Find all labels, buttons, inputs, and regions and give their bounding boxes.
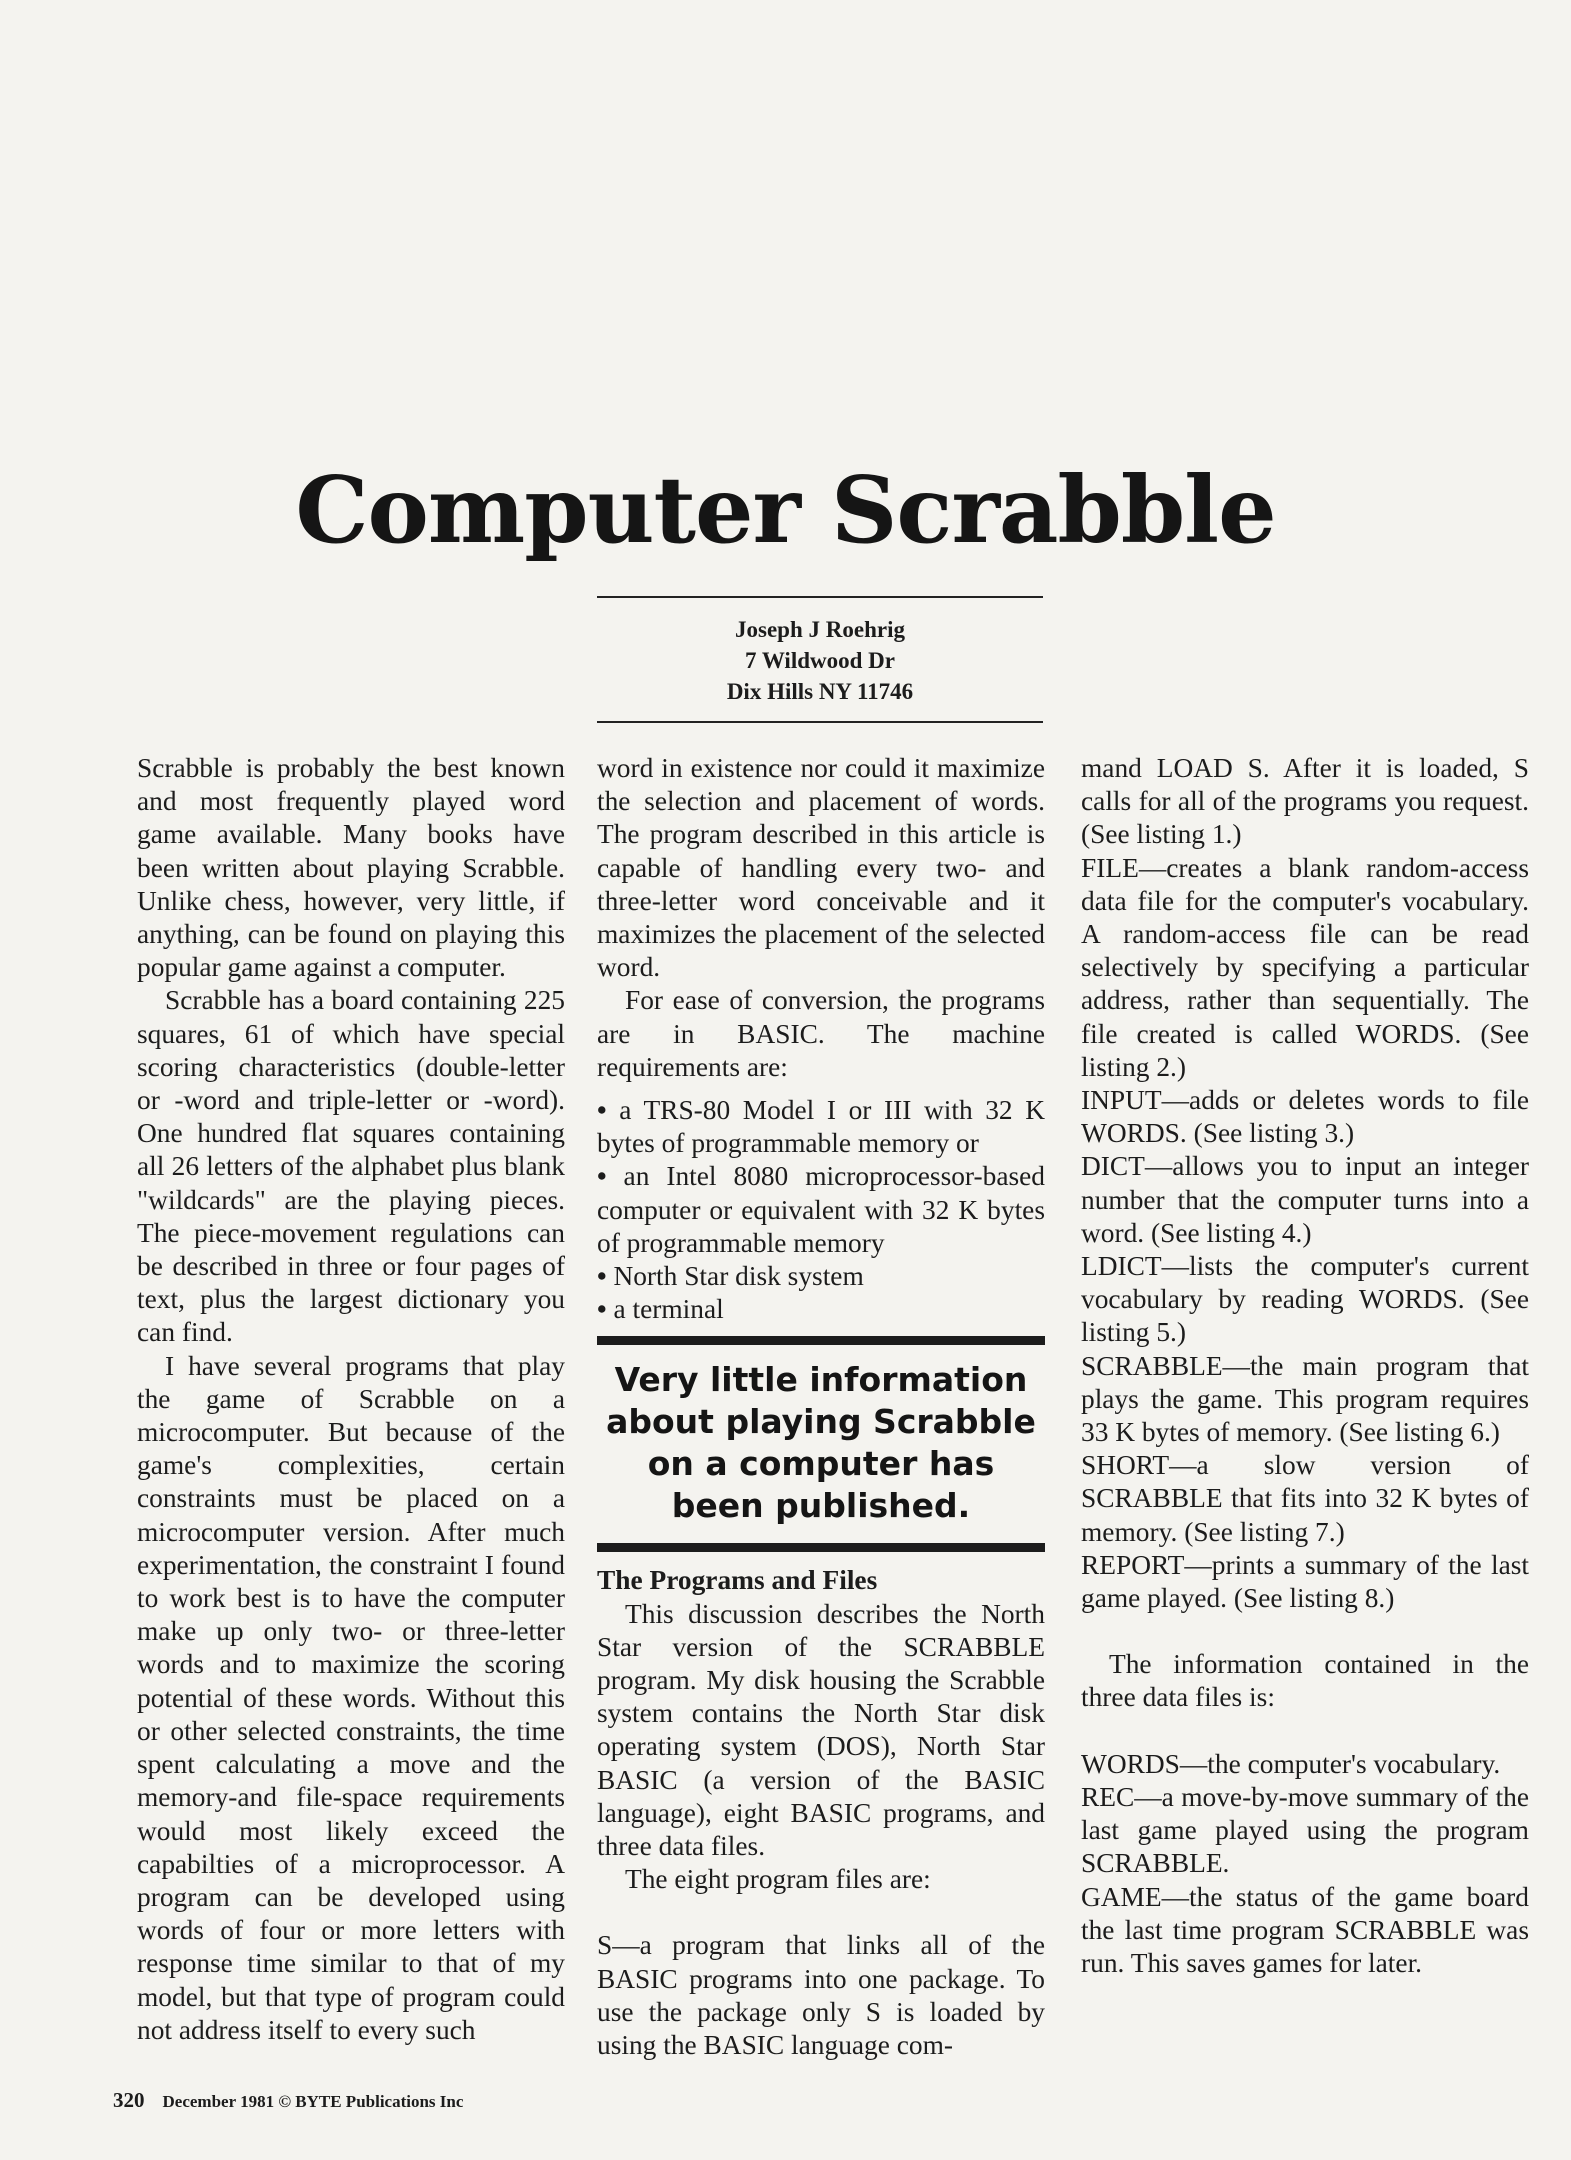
paragraph: word in existence nor could it maximize the selection and placement of words. The program described in this article is capable of handling every two- and three-letter word conceivable and it maximizes the placement of the selected word. [597, 753, 1045, 983]
definition-item: LDICT—lists the computer's current vocabulary by reading WORDS. (See listing 5.) [1081, 1251, 1529, 1348]
paragraph: The information contained in the three data files is: [1081, 1649, 1529, 1713]
column-1 [137, 752, 565, 2047]
paragraph: The eight program files are: [625, 1864, 931, 1895]
author-city: Dix Hills NY 11746 [726, 679, 914, 704]
paragraph: Scrabble has a board containing 225 squares, 61 of which have special scoring characteristics (double-letter or -word and triple-letter or -word). One hundred flat squares containing all 26 letters of the alphabet plus blank "wildcards" are the playing pieces. The piece-movement regulations can be described in three or four pages of text, plus the largest dictionary you can find. [137, 985, 565, 1348]
publication-credit: December 1981 © BYTE Publications Inc [162, 2092, 464, 2111]
paragraph: I have several programs that play the game of Scrabble on a microcomputer. But because of the game's complexities, certain constraints must be placed on a microcomputer version. After much experimentation, the constraint I found to work best is to have the computer make up only two- or three-letter words and to maximize the scoring potential of these words. Without this or other selected constraints, the time spent calculating a move and the memory-and file-space requirements would most likely exceed the capabilties of a microprocessor. A program can be developed using words of four or more letters with response time similar to that of my model, but that type of program could not address itself to every such [137, 1350, 565, 2045]
definition-item: FILE—creates a blank random-access data file for the computer's vocabulary. A random-access file can be read selectively by specifying a particular address, rather than sequentially. The file created is called WORDS. (See listing 2.) [1081, 852, 1529, 1082]
list-item-text: a terminal [613, 1294, 724, 1325]
list-item [597, 1293, 1045, 1326]
column-3 [1081, 752, 1529, 1980]
definition-item: DICT—allows you to input an integer number that the computer turns into a word. (See listing 4.) [1081, 1151, 1529, 1248]
list-item [597, 1260, 1045, 1293]
definition-item: REPORT—prints a summary of the last game played. (See listing 8.) [1081, 1549, 1529, 1614]
paragraph: mand LOAD S. After it is loaded, S calls for all of the programs you request. (See listing 1.) [1081, 753, 1529, 850]
bullet-icon: • [597, 1095, 607, 1126]
definition-item: INPUT—adds or deletes words to file WORDS. (See listing 3.) [1081, 1085, 1529, 1149]
section-heading: The Programs and Files [597, 1565, 878, 1596]
paragraph: S—a program that links all of the BASIC programs into one package. To use the package only S is loaded by using the BASIC language com- [597, 1930, 1045, 2061]
list-item-text: a TRS-80 Model I or III with 32 K bytes of programmable memory or [597, 1095, 1045, 1159]
definition-item: WORDS—the computer's vocabulary. [1081, 1748, 1501, 1779]
definition-item: REC—a move-by-move summary of the last game played using the program SCRABBLE. [1081, 1781, 1529, 1879]
author-name: Joseph J Roehrig [735, 617, 905, 642]
paragraph: Scrabble is probably the best known and most frequently played word game available. Many books have been written about playing Scrabble. Unlike chess, however, very little, if anything, can be found on playing this popular game against a computer. [137, 753, 565, 983]
article-title: Computer Scrabble [295, 456, 1276, 564]
paragraph: This discussion describes the North Star version of the SCRABBLE program. My disk housing the Scrabble system contains the North Star disk operating system (DOS), North Star BASIC (a version of the BASIC language), eight BASIC programs, and three data files. [597, 1598, 1045, 1862]
column-2 [597, 752, 1045, 2062]
definition-item: SHORT—a slow version of SCRABBLE that fits into 32 K bytes of memory. (See listing 7.) [1081, 1450, 1529, 1547]
byline [597, 596, 1043, 723]
page-number: 320 [113, 2088, 145, 2112]
bullet-icon: • [597, 1161, 607, 1192]
list-item-text: North Star disk system [613, 1261, 864, 1292]
page-footer [113, 2088, 463, 2113]
author-street: 7 Wildwood Dr [745, 648, 895, 673]
definition-item: GAME—the status of the game board the last time program SCRABBLE was run. This saves games for later. [1081, 1881, 1529, 1978]
bullet-icon: • [597, 1294, 607, 1325]
list-item-text: an Intel 8080 microprocessor-based computer or equivalent with 32 K bytes of programmable memory [597, 1161, 1045, 1258]
definition-item: SCRABBLE—the main program that plays the game. This program requires 33 K bytes of memory. (See listing 6.) [1081, 1350, 1529, 1448]
paragraph: For ease of conversion, the programs are in BASIC. The machine requirements are: [597, 985, 1045, 1082]
bullet-icon: • [597, 1261, 607, 1292]
list-item [597, 1160, 1045, 1260]
list-item [597, 1094, 1045, 1160]
pull-quote: Very little information about playing Scrabble on a computer has been published. [597, 1336, 1045, 1552]
